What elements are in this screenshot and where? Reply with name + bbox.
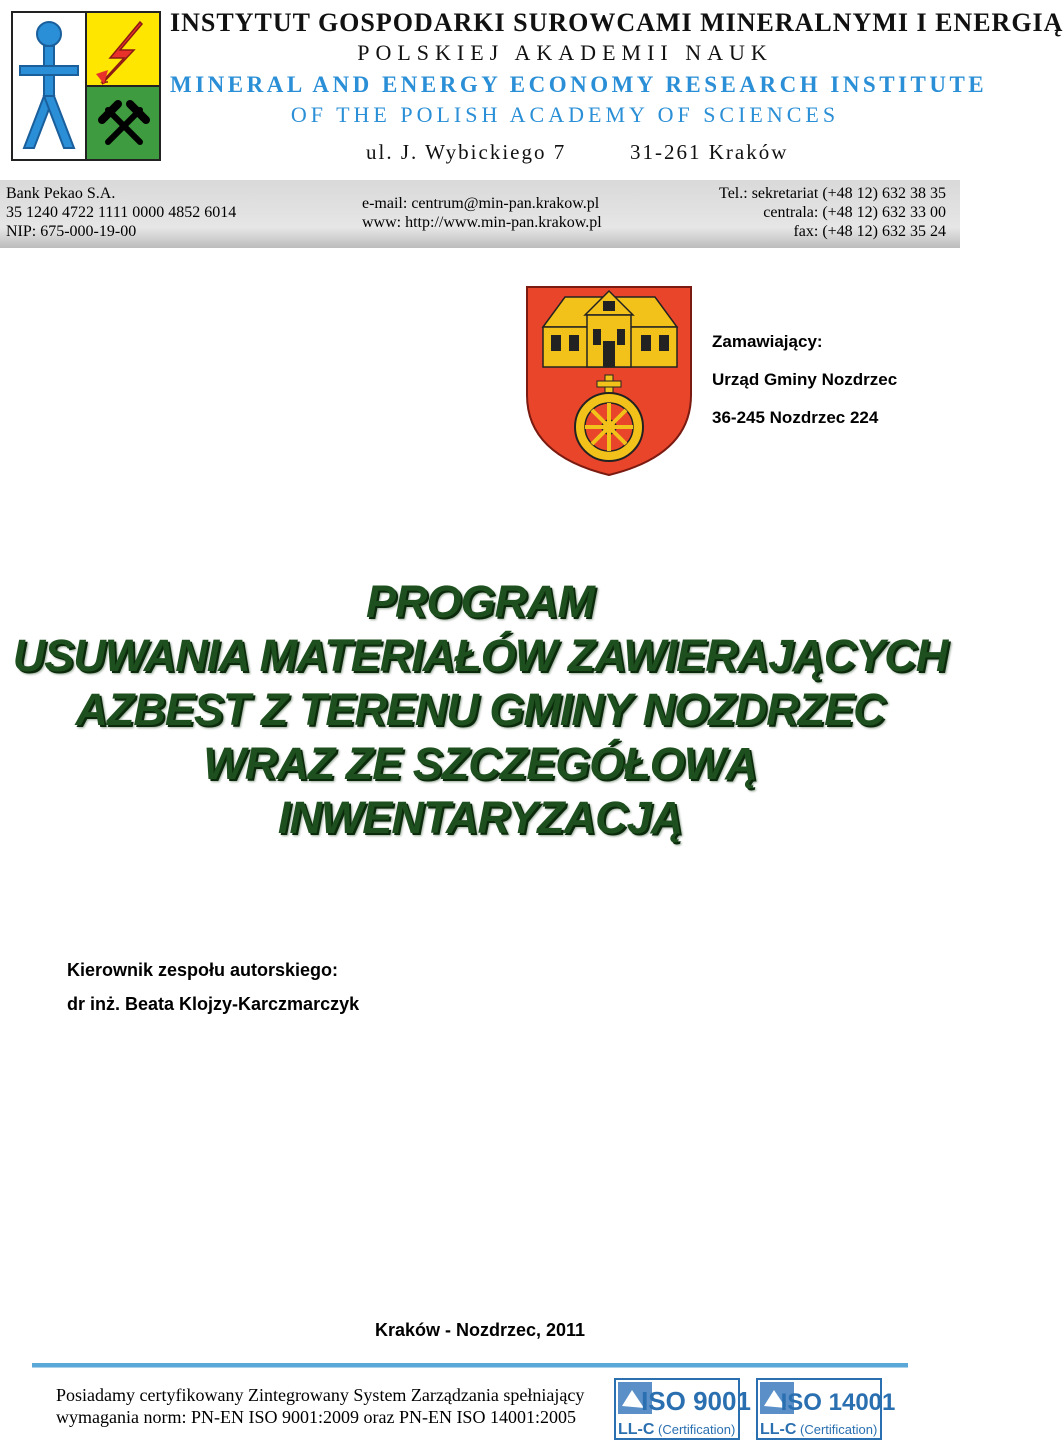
authors-name: dr inż. Beata Klojzy-Karczmarczyk: [67, 994, 360, 1014]
iso1-body-sub: (Certification): [658, 1422, 736, 1437]
institute-logo: [12, 12, 160, 160]
tel-secretariat: Tel.: sekretariat (+48 12) 632 38 35: [719, 185, 946, 202]
authors-block: [67, 953, 359, 1021]
fax-number: fax: (+48 12) 632 35 24: [793, 223, 946, 240]
client-name: Urząd Gminy Nozdrzec: [712, 370, 898, 389]
cert-line-2: wymagania norm: PN-EN ISO 9001:2009 oraz PN-EN ISO 14001:2005: [56, 1407, 576, 1427]
iso2-label: ISO 14001: [780, 1389, 896, 1416]
bank-details: [6, 184, 236, 241]
certification-statement: [56, 1384, 584, 1428]
institute-name-pl-line2: POLSKIEJ AKADEMII NAUK: [357, 40, 773, 65]
coat-of-arms-icon: [525, 285, 693, 477]
iso2-body-sub: (Certification): [800, 1422, 878, 1437]
iso1-label: ISO 9001: [641, 1386, 751, 1416]
cert-line-1: Posiadamy certyfikowany Zintegrowany System Zarządzania spełniający: [56, 1385, 585, 1405]
client-block: [712, 332, 897, 446]
title-line-5: INWENTARYZACJĄ: [277, 792, 683, 843]
client-address: 36-245 Nozdrzec 224: [712, 408, 879, 427]
tel-central: centrala: (+48 12) 632 33 00: [763, 204, 946, 221]
title-line-1: PROGRAM: [366, 576, 594, 627]
footer-divider: [32, 1363, 908, 1368]
web-contact: [362, 194, 602, 232]
bank-account: 35 1240 4722 1111 0000 4852 6014: [6, 204, 237, 221]
website-link[interactable]: www: http://www.min-pan.krakow.pl: [362, 214, 602, 231]
iso1-body: LL-C: [618, 1421, 655, 1438]
street-address: ul. J. Wybickiego 7: [366, 140, 567, 164]
email-link[interactable]: e-mail: centrum@min-pan.krakow.pl: [362, 195, 600, 212]
postal-address: 31-261 Kraków: [630, 140, 789, 164]
client-label: Zamawiający:: [712, 332, 823, 351]
institute-name-pl-line1: INSTYTUT GOSPODARKI SUROWCAMI MINERALNYMI I ENERGIĄ: [170, 8, 1063, 37]
title-line-2: USUWANIA MATERIAŁÓW ZAWIERAJĄCYCH: [12, 630, 948, 681]
title-line-3: AZBEST Z TERENU GMINY NOZDRZEC: [75, 684, 885, 735]
place-date: Kraków - Nozdrzec, 2011: [374, 1320, 586, 1340]
nip-number: NIP: 675-000-19-00: [6, 223, 137, 240]
iso-14001-badge-icon: [756, 1378, 896, 1440]
mill-wheel-icon: [575, 393, 643, 461]
title-line-4: WRAZ ZE SZCZEGÓŁOWĄ: [203, 738, 757, 789]
document-title: [0, 575, 960, 845]
authors-label: Kierownik zespołu autorskiego:: [67, 960, 339, 980]
phone-contact: [719, 184, 946, 241]
bank-name: Bank Pekao S.A.: [6, 185, 116, 202]
institute-name-en-line1: MINERAL AND ENERGY ECONOMY RESEARCH INSTITUTE: [170, 72, 988, 97]
iso2-body: LL-C: [760, 1421, 797, 1438]
manor-house-icon: [543, 291, 677, 367]
iso-9001-badge-icon: [614, 1378, 751, 1440]
institute-name-en-line2: OF THE POLISH ACADEMY OF SCIENCES: [290, 102, 840, 127]
